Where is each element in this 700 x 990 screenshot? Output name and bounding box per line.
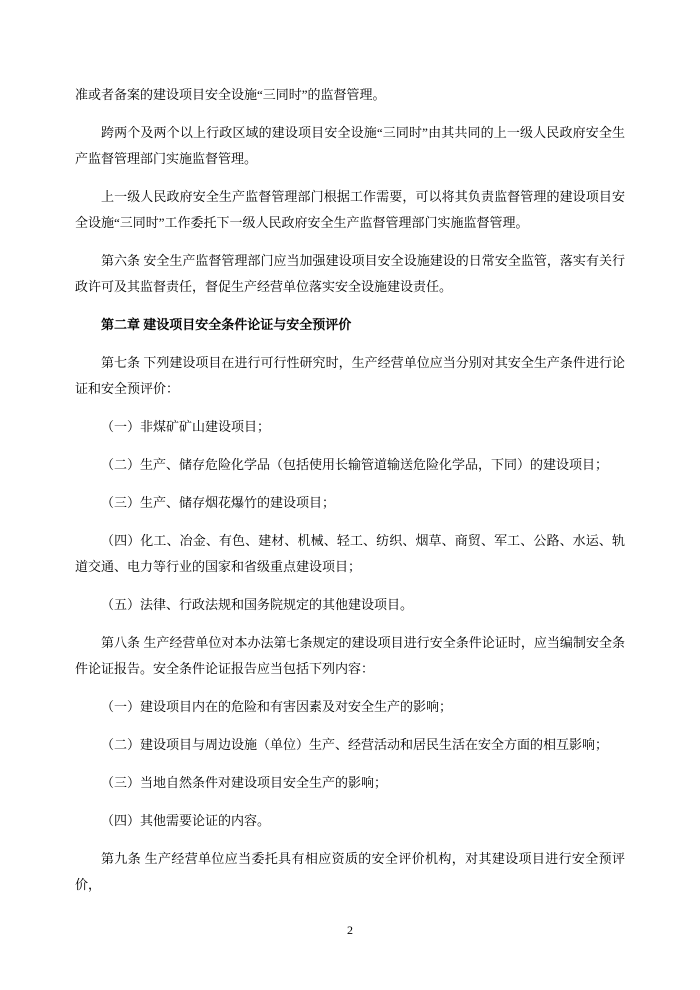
list-item: （三）当地自然条件对建设项目安全生产的影响； — [101, 775, 388, 790]
page-number: 2 — [347, 923, 353, 937]
list-item: （四）化工、冶金、有色、建材、机械、轻工、纺织、烟草、商贸、军工、公路、水运、轨道交通、电力等行业的国家和省级重点建设项目； — [75, 533, 625, 574]
paragraph-article-6: 第六条 安全生产监督管理部门应当加强建设项目安全设施建设的日常安全监管，落实有关行政许可及其监督责任，督促生产经营单位落实安全设施建设责任。 — [75, 253, 625, 294]
list-item: （三）生产、储存烟花爆竹的建设项目； — [101, 495, 336, 510]
paragraph: 跨两个及两个以上行政区域的建设项目安全设施“三同时”由其共同的上一级人民政府安全生产监督管理部门实施监督管理。 — [75, 125, 625, 166]
list-item: （二）生产、储存危险化学品（包括使用长输管道输送危险化学品，下同）的建设项目； — [101, 457, 609, 472]
list-item: （二）建设项目与周边设施（单位）生产、经营活动和居民生活在安全方面的相互影响； — [101, 737, 609, 752]
chapter-heading: 第二章 建设项目安全条件论证与安全预评价 — [101, 317, 352, 332]
paragraph-article-7: 第七条 下列建设项目在进行可行性研究时，生产经营单位应当分别对其安全生产条件进行论证和安全预评价： — [75, 355, 625, 396]
list-item: （一）非煤矿矿山建设项目； — [101, 419, 271, 434]
paragraph-continuation: 准或者备案的建设项目安全设施“三同时”的监督管理。 — [75, 87, 386, 102]
list-item: （一）建设项目内在的危险和有害因素及对安全生产的影响； — [101, 699, 453, 714]
paragraph-article-9: 第九条 生产经营单位应当委托具有相应资质的安全评价机构，对其建设项目进行安全预评价， — [75, 851, 625, 892]
paragraph-article-8: 第八条 生产经营单位对本办法第七条规定的建设项目进行安全条件论证时，应当编制安全条件论证报告。安全条件论证报告应当包括下列内容： — [75, 635, 625, 676]
list-item: （四）其他需要论证的内容。 — [101, 813, 271, 828]
paragraph: 上一级人民政府安全生产监督管理部门根据工作需要，可以将其负责监督管理的建设项目安全设施“三同时”工作委托下一级人民政府安全生产监督管理部门实施监督管理。 — [75, 189, 625, 230]
list-item: （五）法律、行政法规和国务院规定的其他建设项目。 — [101, 597, 414, 612]
